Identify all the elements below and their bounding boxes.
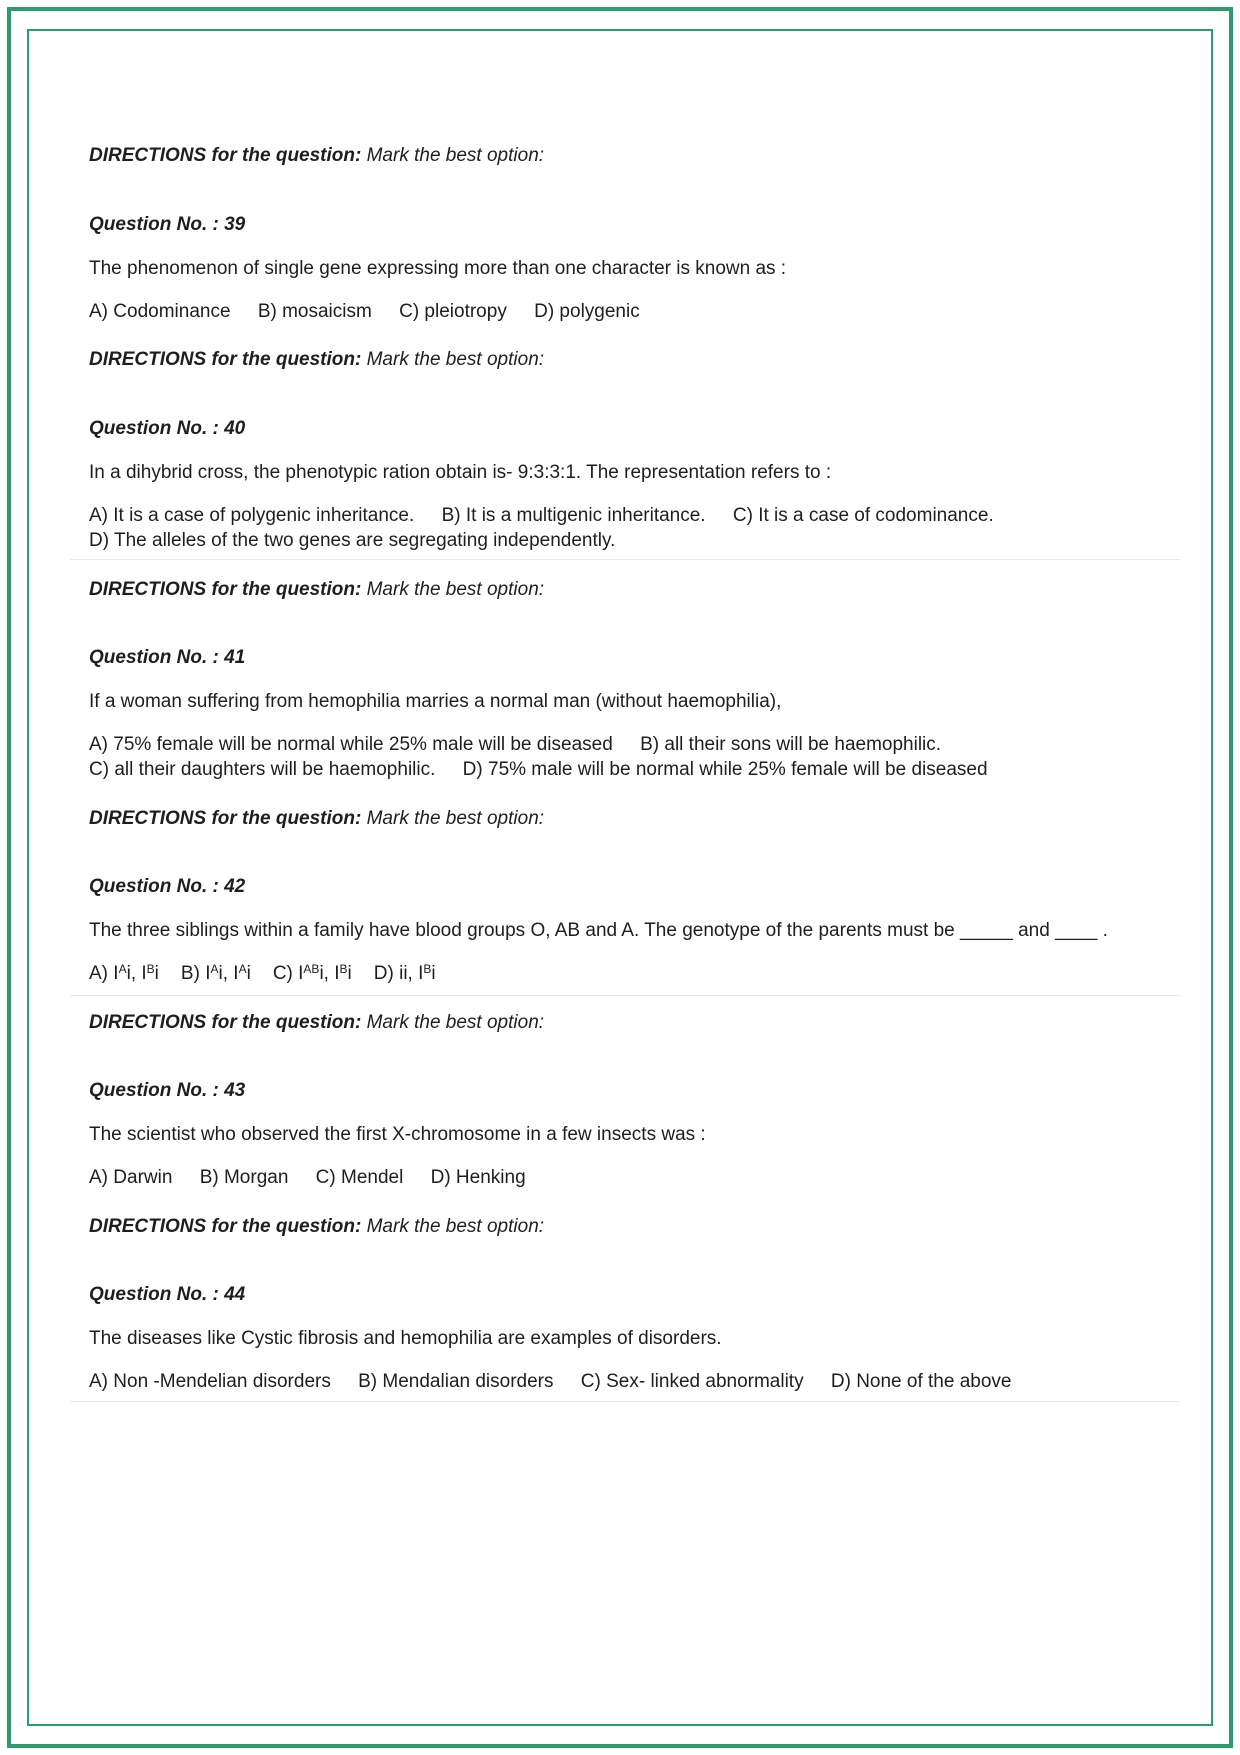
option-d[interactable]: D) ii, $I^Bi$ xyxy=(373,962,436,984)
directions-line xyxy=(89,1011,544,1035)
options-row xyxy=(89,504,994,528)
question-number: Question No. : 39 xyxy=(89,214,246,235)
directions-label: DIRECTIONS for the question: xyxy=(89,1216,362,1237)
options-row xyxy=(89,733,941,757)
option-d[interactable]: D) polygenic xyxy=(534,301,640,322)
question-text: The three siblings within a family have blood groups O, AB and A. The genotype of the parents must be _____ and ____ . xyxy=(89,920,1108,941)
options-row xyxy=(89,300,640,324)
directions-text: Mark the best option: xyxy=(366,579,545,600)
directions-text: Mark the best option: xyxy=(366,1012,545,1033)
directions-label: DIRECTIONS for the question: xyxy=(89,145,362,166)
question-number: Question No. : 41 xyxy=(89,647,246,668)
question-number: Question No. : 44 xyxy=(89,1284,246,1305)
directions-text: Mark the best option: xyxy=(366,145,545,166)
options-row xyxy=(89,529,615,553)
directions-text: Mark the best option: xyxy=(366,808,545,829)
option-b[interactable]: B) all their sons will be haemophilic. xyxy=(640,734,942,755)
option-d[interactable]: D) The alleles of the two genes are segregating independently. xyxy=(89,530,616,551)
directions-label: DIRECTIONS for the question: xyxy=(89,349,362,370)
directions-label: DIRECTIONS for the question: xyxy=(89,808,362,829)
option-a[interactable]: A) $I^Ai$, $I^Bi$ xyxy=(89,962,159,984)
option-d[interactable]: D) 75% male will be normal while 25% female will be diseased xyxy=(462,759,988,780)
divider xyxy=(70,559,1180,560)
directions-text: Mark the best option: xyxy=(366,1216,545,1237)
question-text: The diseases like Cystic fibrosis and hemophilia are examples of disorders. xyxy=(89,1328,722,1349)
question-text: In a dihybrid cross, the phenotypic ration obtain is- 9:3:3:1. The representation refers to : xyxy=(89,462,832,483)
option-b[interactable]: B) mosaicism xyxy=(257,301,372,322)
question-text: If a woman suffering from hemophilia marries a normal man (without haemophilia), xyxy=(89,691,782,712)
directions-label: DIRECTIONS for the question: xyxy=(89,1012,362,1033)
option-b[interactable]: B) $I^Ai$, $I^Ai$ xyxy=(180,962,251,984)
question-text: The phenomenon of single gene expressing more than one character is known as : xyxy=(89,258,787,279)
option-c[interactable]: C) Mendel xyxy=(315,1167,404,1188)
directions-text: Mark the best option: xyxy=(366,349,545,370)
directions-label: DIRECTIONS for the question: xyxy=(89,579,362,600)
options-row xyxy=(89,1166,526,1190)
option-c[interactable]: C) all their daughters will be haemophilic. xyxy=(89,759,436,780)
option-a[interactable]: A) 75% female will be normal while 25% male will be diseased xyxy=(89,734,613,755)
options-row xyxy=(89,1370,1012,1394)
option-a[interactable]: A) It is a case of polygenic inheritance. xyxy=(89,505,415,526)
option-a[interactable]: A) Darwin xyxy=(89,1167,173,1188)
option-c[interactable]: C) $I^{AB}i$, $I^Bi$ xyxy=(272,962,352,984)
option-d[interactable]: D) None of the above xyxy=(830,1371,1012,1392)
option-c[interactable]: C) It is a case of codominance. xyxy=(732,505,994,526)
directions-line xyxy=(89,144,544,168)
question-number: Question No. : 43 xyxy=(89,1080,246,1101)
option-a[interactable]: A) Codominance xyxy=(89,301,231,322)
option-b[interactable]: B) Morgan xyxy=(199,1167,289,1188)
divider xyxy=(70,1401,1180,1402)
directions-line xyxy=(89,348,544,372)
options-row xyxy=(89,962,436,986)
option-d[interactable]: D) Henking xyxy=(430,1167,526,1188)
question-number: Question No. : 40 xyxy=(89,418,246,439)
option-b[interactable]: B) Mendalian disorders xyxy=(358,1371,554,1392)
option-c[interactable]: C) pleiotropy xyxy=(399,301,507,322)
option-a[interactable]: A) Non -Mendelian disorders xyxy=(89,1371,331,1392)
directions-line xyxy=(89,578,544,602)
options-row xyxy=(89,758,988,782)
question-text: The scientist who observed the first X-chromosome in a few insects was : xyxy=(89,1124,706,1145)
directions-line xyxy=(89,807,544,831)
divider xyxy=(70,995,1180,996)
option-c[interactable]: C) Sex- linked abnormality xyxy=(580,1371,804,1392)
directions-line xyxy=(89,1215,544,1239)
question-number: Question No. : 42 xyxy=(89,876,246,897)
option-b[interactable]: B) It is a multigenic inheritance. xyxy=(441,505,706,526)
